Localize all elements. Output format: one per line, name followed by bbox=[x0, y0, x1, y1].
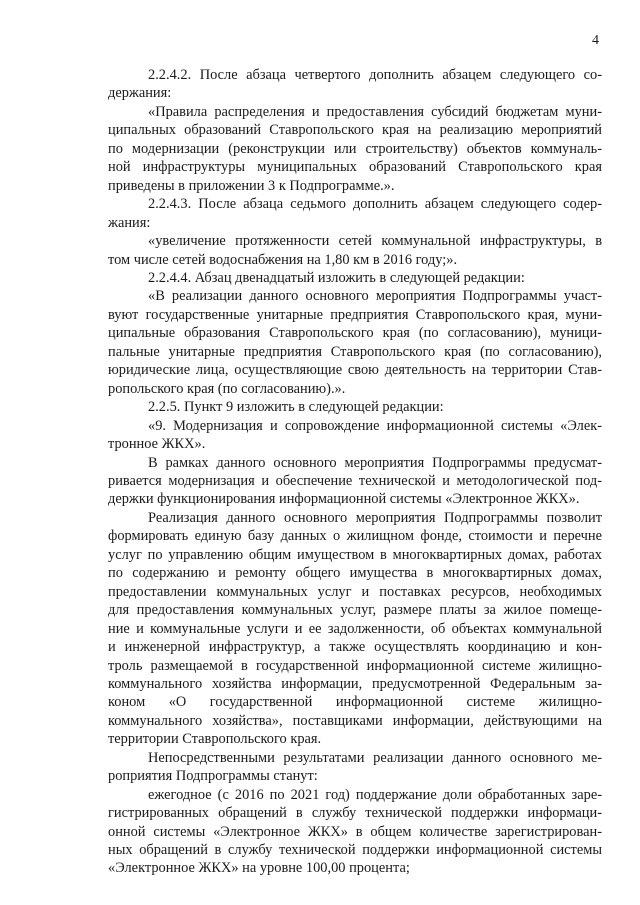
text-line: 2.2.4.3. После абзаца седьмого дополнить абзацем следующего содер- bbox=[148, 196, 602, 213]
text-line: ропольского края (по согласованию).». bbox=[108, 380, 346, 397]
text-line: и инженерной инфраструктур, а также осуществлять координацию и кон- bbox=[108, 639, 602, 656]
paragraph bbox=[108, 232, 602, 269]
text-line: ципальных образований Ставропольского края на реализацию мероприятий bbox=[108, 122, 602, 139]
text-line: «Правила распределения и предоставления субсидий бюджетам муни- bbox=[148, 103, 602, 120]
text-line: роприятия Подпрограммы станут: bbox=[108, 768, 318, 785]
paragraph bbox=[108, 66, 602, 103]
text-line: «В реализации данного основного мероприятия Подпрограммы участ- bbox=[148, 288, 602, 305]
text-line: ных обращений в службу технической поддержки информационной системы bbox=[108, 842, 602, 859]
paragraph bbox=[108, 103, 602, 195]
text-line: троль размещаемой в государственной информационной системе жилищно- bbox=[108, 657, 602, 674]
text-line: «Электронное ЖКХ» на уровне 100,00 процента; bbox=[108, 860, 410, 877]
paragraph bbox=[108, 417, 602, 454]
text-line: предоставлении коммунальных услуг и поставках ресурсов, необходимых bbox=[108, 583, 602, 600]
document-body bbox=[108, 66, 602, 878]
text-line: приведены в приложении 3 к Подпрограмме.». bbox=[108, 177, 395, 194]
page-number: 4 bbox=[592, 33, 599, 48]
text-line: ципальные образования Ставропольского края (по согласованию), муници- bbox=[108, 325, 602, 342]
paragraph bbox=[108, 454, 602, 509]
text-line: онной системы «Электронное ЖКХ» в общем количестве зарегистрирован- bbox=[108, 823, 602, 840]
text-line: ной инфраструктуры муниципальных образований Ставропольского края bbox=[108, 159, 602, 176]
text-line: тронное ЖКХ». bbox=[108, 436, 206, 453]
text-line: коном «О государственной информационной системе жилищно- bbox=[108, 694, 602, 711]
text-line: ние и коммунальные услуги и ее задолженности, об объектах коммунальной bbox=[108, 620, 602, 637]
text-line: том числе сетей водоснабжения на 1,80 км в 2016 году;». bbox=[108, 251, 458, 268]
paragraph bbox=[108, 749, 602, 786]
paragraph bbox=[108, 509, 602, 749]
text-line: держки функционирования информационной системы «Электронное ЖКХ». bbox=[108, 491, 580, 508]
text-line: территории Ставропольского края. bbox=[108, 731, 322, 748]
paragraph bbox=[108, 287, 602, 398]
text-line: ежегодное (с 2016 по 2021 год) поддержание доли обработанных заре- bbox=[148, 786, 602, 803]
paragraph bbox=[108, 398, 602, 416]
text-line: жания: bbox=[108, 214, 151, 231]
text-line: 2.2.4.4. Абзац двенадцатый изложить в следующей редакции: bbox=[148, 269, 525, 286]
paragraph bbox=[108, 195, 602, 232]
text-line: ривается модернизация и обеспечение технической и методологической под- bbox=[108, 472, 602, 489]
paragraph bbox=[108, 786, 602, 878]
text-line: Реализация данного основного мероприятия Подпрограммы позволит bbox=[148, 509, 602, 526]
text-line: вуют государственные унитарные предприятия Ставропольского края, муни- bbox=[108, 306, 602, 323]
text-line: Непосредственными результатами реализации данного основного ме- bbox=[148, 749, 602, 766]
text-line: 2.2.4.2. После абзаца четвертого дополнить абзацем следующего со- bbox=[148, 67, 602, 83]
paragraph bbox=[108, 269, 602, 287]
text-line: коммунального хозяйства», поставщиками информации, действующими на bbox=[108, 712, 602, 729]
text-line: пальные унитарные предприятия Ставропольского края (по согласованию), bbox=[108, 343, 602, 360]
text-line: формировать единую базу данных о жилищном фонде, стоимости и перечне bbox=[108, 528, 602, 545]
text-line: по содержанию и ремонту общего имущества в многоквартирных домах, bbox=[108, 565, 602, 582]
text-line: «9. Модернизация и сопровождение информационной системы «Элек- bbox=[148, 417, 602, 434]
text-line: коммунального хозяйства информации, предусмотренной Федеральным за- bbox=[108, 675, 602, 692]
text-line: по модернизации (реконструкции или строительству) объектов коммуналь- bbox=[108, 140, 602, 157]
text-line: «увеличение протяженности сетей коммунальной инфраструктуры, в bbox=[148, 233, 602, 250]
text-line: услуг по управлению общим имуществом в многоквартирных домах, работах bbox=[108, 546, 602, 563]
text-line: юридические лица, осуществляющие свою деятельность на территории Став- bbox=[108, 362, 602, 379]
text-line: 2.2.5. Пункт 9 изложить в следующей редакции: bbox=[148, 399, 444, 416]
text-line: держания: bbox=[108, 85, 172, 102]
text-line: В рамках данного основного мероприятия Подпрограммы предусмат- bbox=[148, 454, 602, 471]
text-line: для предоставления коммунальных услуг, размере платы за жилое помеще- bbox=[108, 602, 602, 619]
text-line: гистрированных обращений в службу технической поддержки информаци- bbox=[108, 805, 602, 822]
